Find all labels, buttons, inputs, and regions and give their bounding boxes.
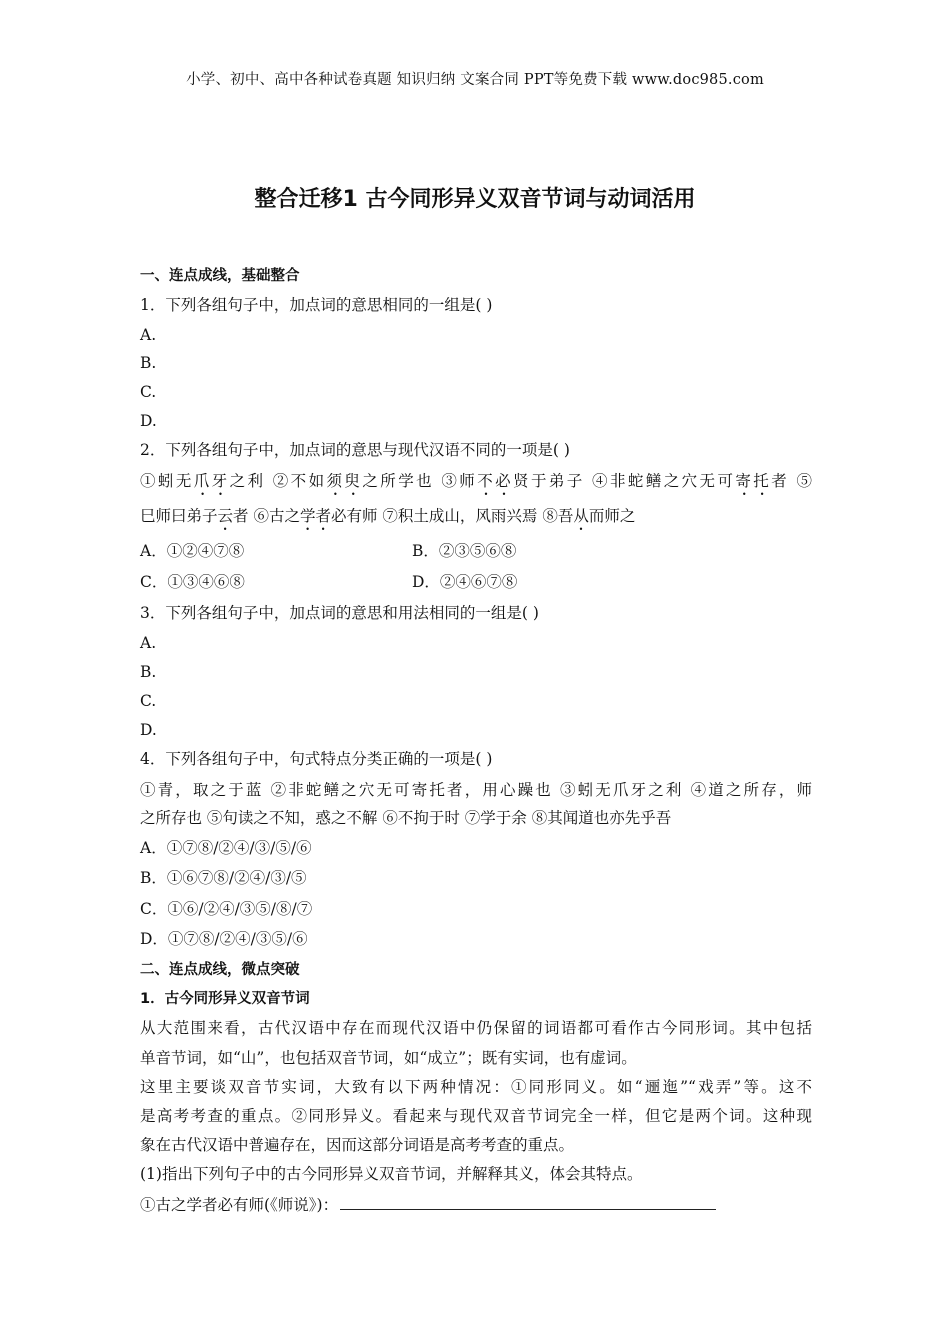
question-2-option-row-2	[140, 571, 812, 593]
paragraph-2-line-1: 这里主要谈双音节实词，大致有以下两种情况：①同形同义。如“逦迤”“戏弄”等。这不	[140, 1078, 812, 1096]
answer-blank-line[interactable]	[340, 1195, 716, 1210]
dotted-word: 爪牙	[193, 472, 230, 490]
question-1-option-c: C.	[140, 383, 157, 401]
question-3-option-c: C.	[140, 692, 157, 710]
question-1-option-d: D.	[140, 412, 157, 430]
question-2-option-row-1	[140, 540, 812, 562]
text-segment: 之利 ②不如	[229, 472, 327, 490]
text-segment: 之所学也 ③师	[362, 472, 478, 490]
exercise-item-1-text: ①古之学者必有师(《师说》)：	[140, 1196, 339, 1214]
page-header: 小学、初中、高中各种试卷真题 知识归纳 文案合同 PPT等免费下载 www.doc985.com	[186, 72, 764, 88]
text-segment: 巳师曰弟子	[140, 507, 218, 525]
question-2-option-a: A．①②④⑦⑧	[140, 542, 245, 560]
question-1-stem: 1．下列各组句子中，加点词的意思相同的一组是( )	[140, 296, 493, 314]
question-4-option-b: B．①⑥⑦⑧/②④/③/⑤	[140, 869, 307, 887]
text-segment: ①蚓无	[140, 472, 194, 490]
question-2-option-d: D．②④⑥⑦⑧	[412, 573, 518, 591]
paragraph-1-line-1: 从大范围来看，古代汉语中存在而现代汉语中仍保留的词语都可看作古今同形词。其中包括	[140, 1019, 812, 1037]
text-segment: 而师之	[588, 507, 636, 525]
dotted-word: 寄托	[735, 472, 772, 490]
dotted-word: 不必	[477, 472, 514, 490]
question-4-stem: 4．下列各组句子中，句式特点分类正确的一项是( )	[140, 750, 493, 768]
text-segment: 贤于弟子 ④非蛇鳝之穴无可	[513, 472, 736, 490]
paragraph-1-line-2: 单音节词，如“山”，也包括双音节词，如“成立”；既有实词，也有虚词。	[140, 1049, 637, 1067]
dotted-word: 从	[573, 507, 589, 525]
dotted-word: 学者	[299, 507, 331, 525]
question-2-items-line-1	[140, 470, 812, 499]
dotted-word: 须臾	[326, 472, 363, 490]
text-segment: 者 ⑤	[771, 472, 812, 490]
subsection-heading-1: 1．古今同形异义双音节词	[140, 991, 310, 1007]
question-4-option-c: C．①⑥/②④/③⑤/⑧/⑦	[140, 900, 313, 918]
question-4-items-line-1: ①青，取之于蓝 ②非蛇鳝之穴无可寄托者，用心躁也 ③蚓无爪牙之利 ④道之所存，师	[140, 781, 812, 799]
exercise-item-1	[140, 1194, 812, 1216]
question-2-option-b: B．②③⑤⑥⑧	[412, 542, 517, 560]
dotted-word: 云	[217, 507, 234, 525]
question-2-items-line-2	[140, 505, 812, 534]
question-2-stem: 2．下列各组句子中，加点词的意思与现代汉语不同的一项是( )	[140, 441, 570, 459]
page-title: 整合迁移1 古今同形异义双音节词与动词活用	[254, 187, 696, 212]
question-3-option-a: A.	[140, 634, 157, 652]
paragraph-2-line-2: 是高考考查的重点。②同形异义。看起来与现代双音节词完全一样，但它是两个词。这种现	[140, 1107, 812, 1125]
task-instruction: (1)指出下列句子中的古今同形异义双音节词，并解释其义，体会其特点。	[140, 1165, 643, 1183]
text-segment: 者 ⑥古之	[233, 507, 300, 525]
text-segment: 必有师 ⑦积土成山，风雨兴焉 ⑧吾	[330, 507, 574, 525]
question-1-option-b: B.	[140, 354, 157, 372]
question-1-option-a: A.	[140, 326, 157, 344]
question-4-option-d: D．①⑦⑧/②④/③⑤/⑥	[140, 930, 308, 948]
section-heading-1: 一、连点成线，基础整合	[140, 268, 300, 284]
section-heading-2: 二、连点成线，微点突破	[140, 962, 300, 978]
question-4-option-a: A．①⑦⑧/②④/③/⑤/⑥	[140, 839, 312, 857]
paragraph-2-line-3: 象在古代汉语中普遍存在，因而这部分词语是高考考查的重点。	[140, 1136, 575, 1154]
question-3-option-d: D.	[140, 721, 157, 739]
question-4-items-line-2: 之所存也 ⑤句读之不知，惑之不解 ⑥不拘于时 ⑦学于余 ⑧其闻道也亦先乎吾	[140, 809, 672, 827]
question-3-stem: 3．下列各组句子中，加点词的意思和用法相同的一组是( )	[140, 604, 539, 622]
question-3-option-b: B.	[140, 663, 157, 681]
question-2-option-c: C．①③④⑥⑧	[140, 573, 245, 591]
